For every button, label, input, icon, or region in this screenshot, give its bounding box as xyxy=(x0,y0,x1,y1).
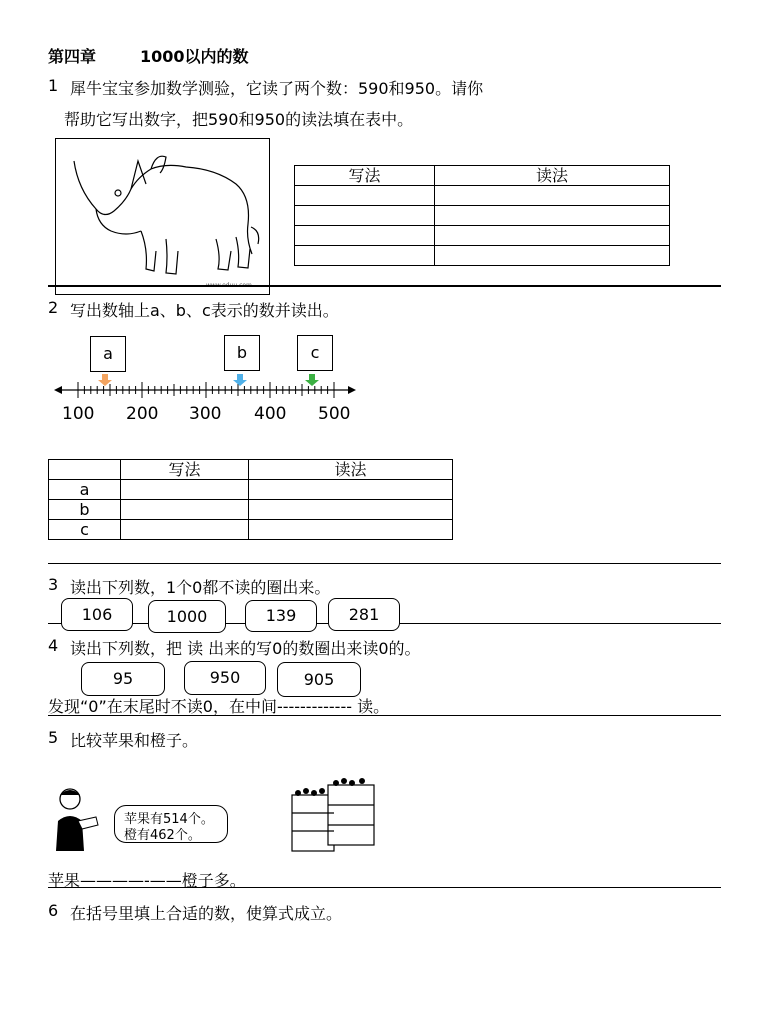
marker-b: b xyxy=(224,335,260,371)
q5-number: 5 xyxy=(48,728,59,747)
marker-a: a xyxy=(90,336,126,372)
q1-number: 1 xyxy=(48,76,59,95)
table-cell[interactable] xyxy=(435,246,670,266)
q1-col-write: 写法 xyxy=(295,166,435,186)
q4-footer: 发现“0”在末尾时不读0，在中间------------- 读。 xyxy=(48,697,390,716)
q2-col-read: 读法 xyxy=(249,460,453,480)
q2-table xyxy=(48,459,453,540)
row-label-a: a xyxy=(49,480,121,500)
number-card[interactable]: 950 xyxy=(184,661,266,695)
table-cell[interactable] xyxy=(121,520,249,540)
q2-col-write: 写法 xyxy=(121,460,249,480)
table-cell[interactable] xyxy=(295,206,435,226)
rhino-icon xyxy=(56,139,269,294)
table-cell[interactable] xyxy=(295,186,435,206)
q6-number: 6 xyxy=(48,901,59,920)
number-card[interactable]: 905 xyxy=(277,662,361,697)
marker-c: c xyxy=(297,335,333,371)
divider xyxy=(48,563,721,564)
number-card[interactable]: 1000 xyxy=(148,600,226,633)
q2-number: 2 xyxy=(48,298,59,317)
q3-number: 3 xyxy=(48,575,59,594)
svg-text:www.eduu.com: www.eduu.com xyxy=(206,282,252,289)
q4-number: 4 xyxy=(48,636,59,655)
chapter-title: 1000以内的数 xyxy=(140,47,249,66)
q1-col-read: 读法 xyxy=(435,166,670,186)
table-cell[interactable] xyxy=(435,186,670,206)
arrow-b-icon xyxy=(233,374,247,386)
table-cell[interactable] xyxy=(435,226,670,246)
arrow-c-icon xyxy=(305,374,319,386)
row-label-b: b xyxy=(49,500,121,520)
fruit-crates-icon xyxy=(282,775,382,855)
chapter-label: 第四章 xyxy=(48,47,97,66)
number-card[interactable]: 106 xyxy=(61,598,133,631)
q4-text: 读出下列数，把 读 出来的写0的数圈出来读0的。 xyxy=(70,639,421,658)
tick-label: 100 xyxy=(62,404,95,424)
tick-label: 500 xyxy=(318,404,351,424)
speech-orange: 橙有462个。 xyxy=(124,828,201,843)
table-cell[interactable] xyxy=(295,226,435,246)
tick-label: 200 xyxy=(126,404,159,424)
student-icon xyxy=(48,785,118,855)
table-cell[interactable] xyxy=(295,246,435,266)
speech-apple: 苹果有514个。 xyxy=(124,812,214,827)
q2-col-blank xyxy=(49,460,121,480)
q1-table xyxy=(294,165,670,266)
number-card[interactable]: 139 xyxy=(245,600,317,632)
rhino-illustration xyxy=(55,138,270,295)
q2-text: 写出数轴上a、b、c表示的数并读出。 xyxy=(70,301,339,320)
row-label-c: c xyxy=(49,520,121,540)
divider xyxy=(48,285,721,287)
q1-line2: 帮助它写出数字，把590和950的读法填在表中。 xyxy=(64,110,414,129)
tick-label: 400 xyxy=(254,404,287,424)
table-cell[interactable] xyxy=(249,480,453,500)
number-card[interactable]: 281 xyxy=(328,598,400,631)
divider xyxy=(48,887,721,888)
table-cell[interactable] xyxy=(121,500,249,520)
table-cell[interactable] xyxy=(249,520,453,540)
tick-label: 300 xyxy=(189,404,222,424)
q6-text: 在括号里填上合适的数，使算式成立。 xyxy=(70,904,343,923)
table-cell[interactable] xyxy=(249,500,453,520)
q3-text: 读出下列数，1个0都不读的圈出来。 xyxy=(70,578,331,597)
number-card[interactable]: 95 xyxy=(81,662,165,696)
table-cell[interactable] xyxy=(121,480,249,500)
q5-footer: 苹果————-——橙子多。 xyxy=(48,871,246,890)
table-cell[interactable] xyxy=(435,206,670,226)
q5-text: 比较苹果和橙子。 xyxy=(70,731,199,750)
q1-line1: 犀牛宝宝参加数学测验，它读了两个数：590和950。请你 xyxy=(70,79,484,98)
divider xyxy=(48,715,721,716)
